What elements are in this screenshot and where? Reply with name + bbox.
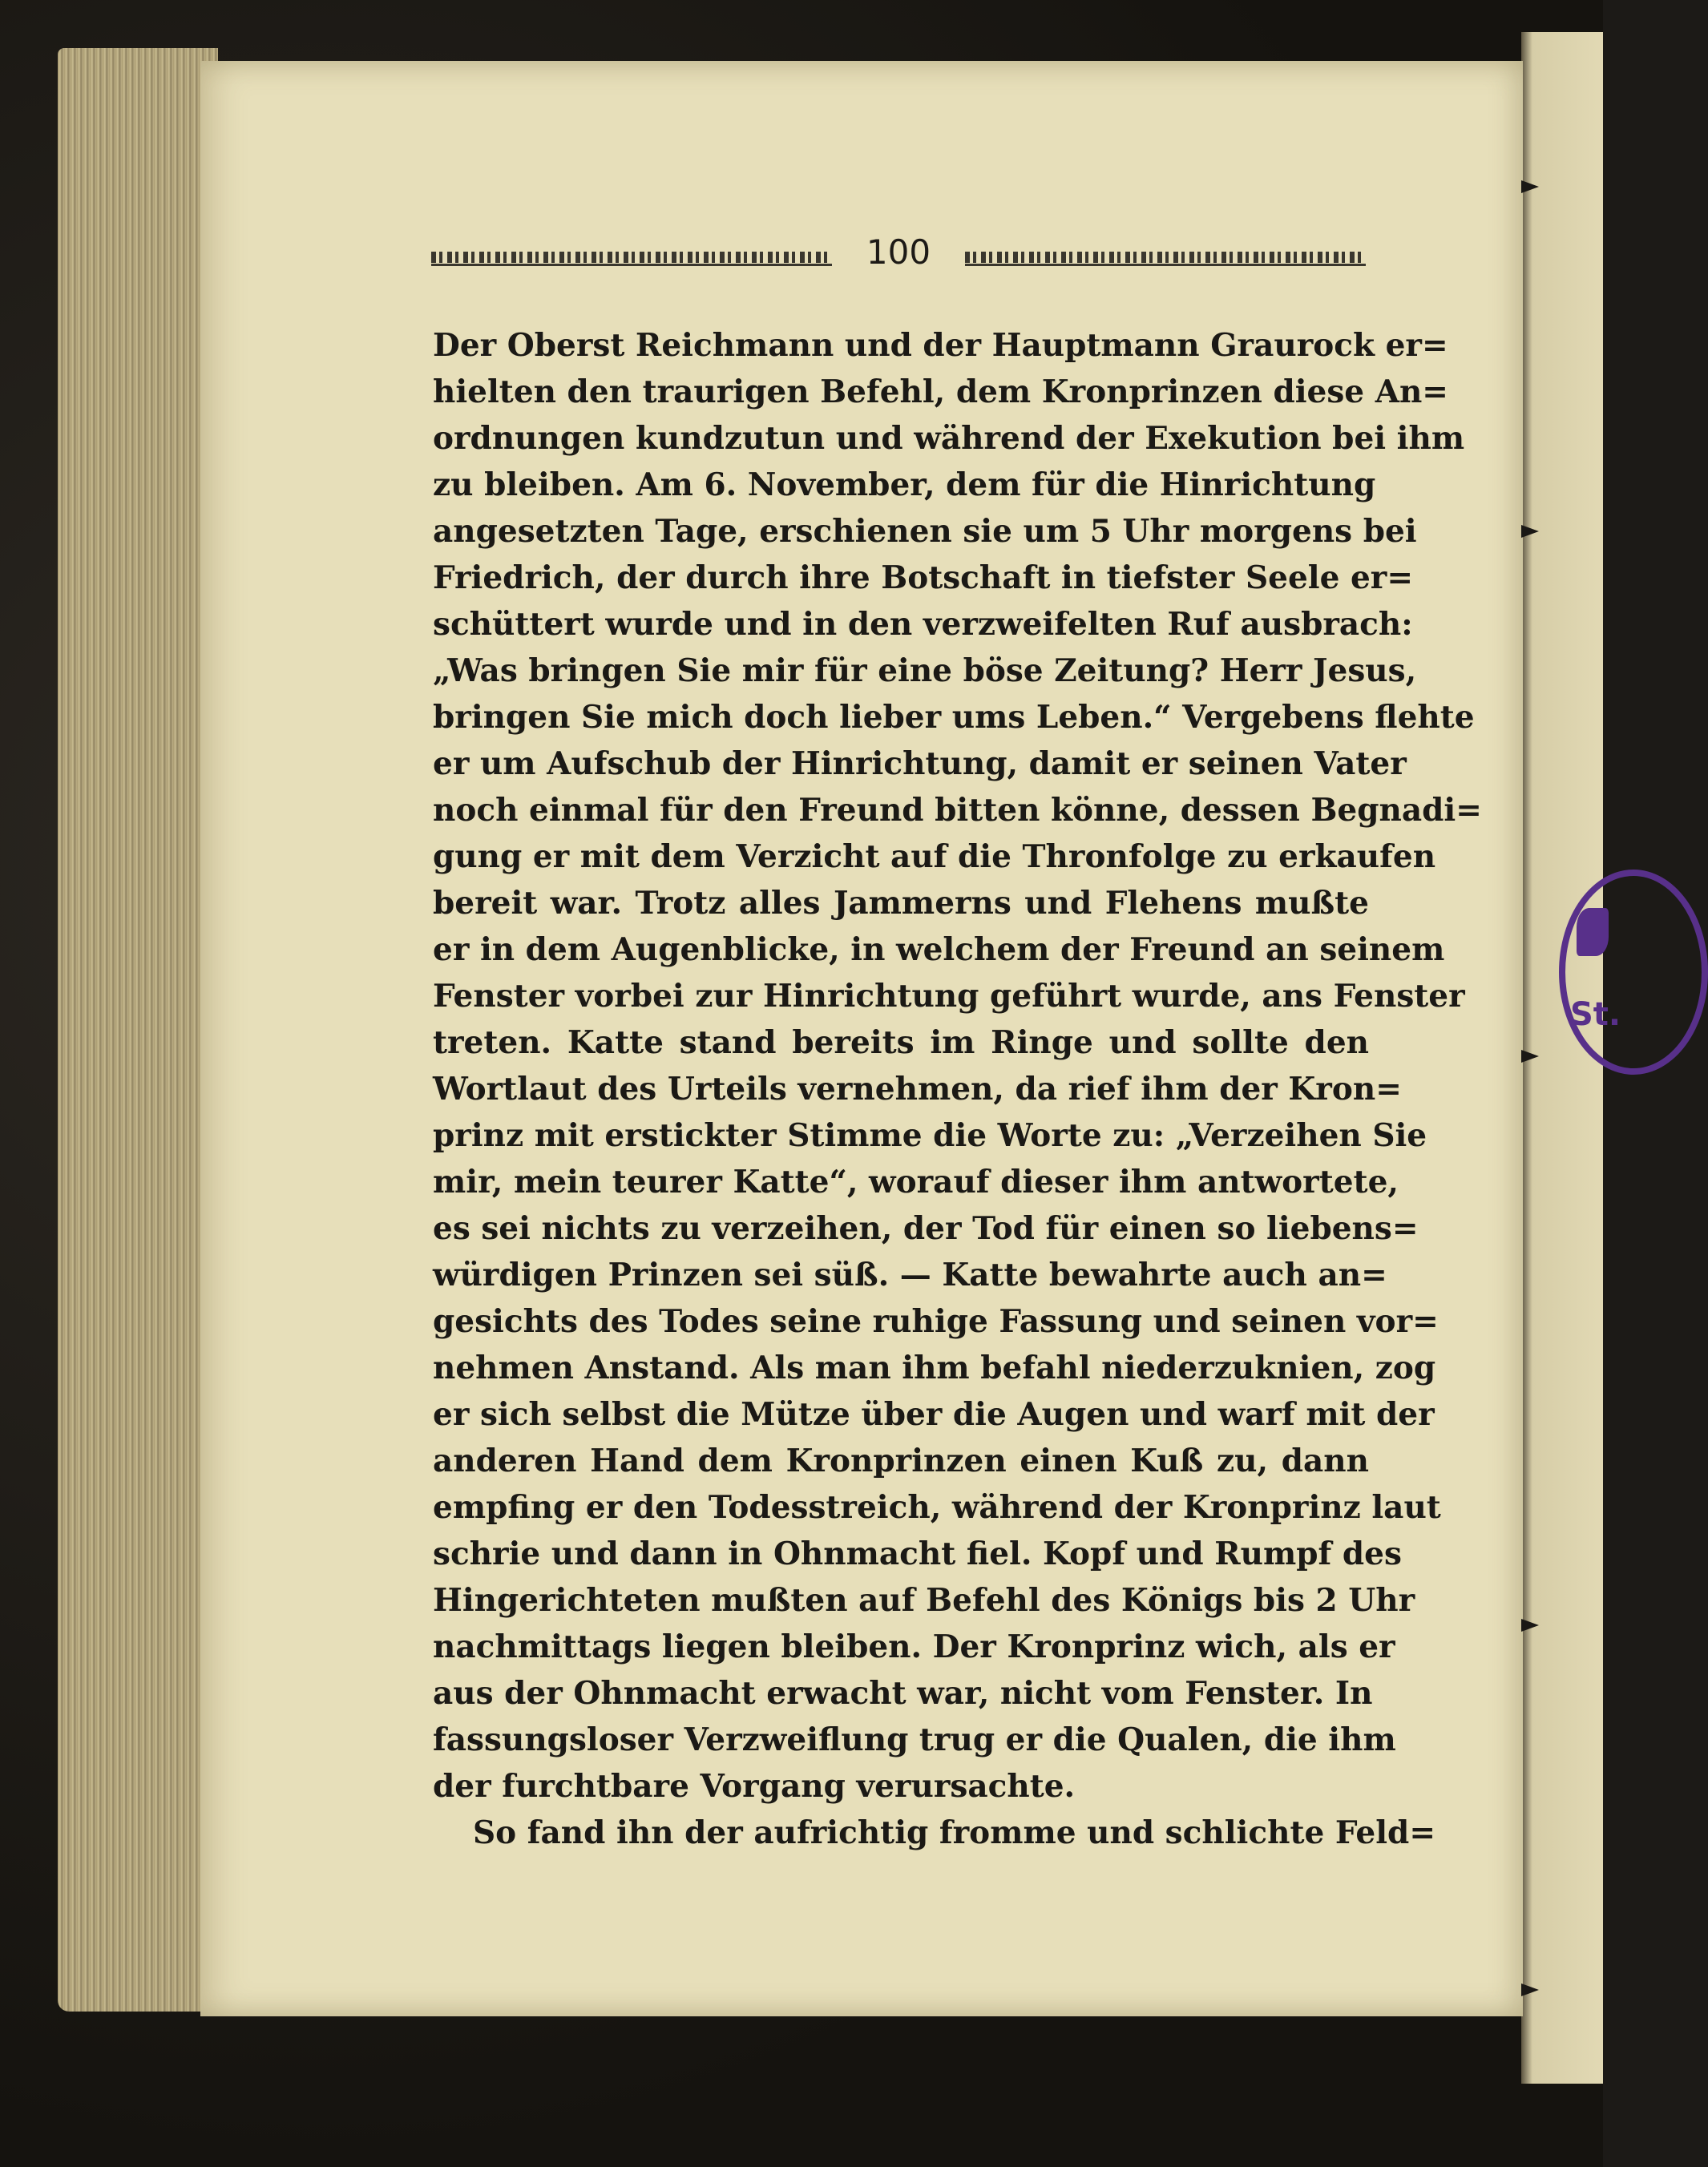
text-line: prinz mit erstickter Stimme die Worte zu: „Verzeihen Sie — [433, 1117, 1427, 1154]
text-line: hielten den traurigen Befehl, dem Kronprinzen diese An= — [433, 373, 1448, 410]
running-head — [431, 232, 1366, 280]
stamp-emblem-icon — [1577, 908, 1609, 956]
text-line: empfing er den Todesstreich, während der Kronprinz laut — [433, 1489, 1441, 1526]
page-number: 100 — [866, 232, 931, 272]
text-line: schüttert wurde und in den verzweifelten Ruf ausbrach: — [433, 606, 1413, 643]
library-stamp — [1559, 870, 1708, 1075]
text-line: bringen Sie mich doch lieber ums Leben.“ Vergebens flehte — [433, 699, 1475, 736]
text-line: angesetzten Tage, erschienen sie um 5 Uhr morgens bei — [433, 513, 1417, 550]
text-line: nachmittags liegen bleiben. Der Kronprinz wich, als er — [433, 1628, 1395, 1665]
text-line: zu bleiben. Am 6. November, dem für die Hinrichtung — [433, 466, 1376, 503]
text-line: So fand ihn der aufrichtig fromme und schlichte Feld= — [473, 1814, 1436, 1851]
stamp-text: St. — [1570, 996, 1621, 1033]
text-line: „Was bringen Sie mir für eine böse Zeitung? Herr Jesus, — [433, 652, 1417, 689]
text-line: er um Aufschub der Hinrichtung, damit er seinen Vater — [433, 745, 1407, 782]
text-line: er in dem Augenblicke, in welchem der Freund an seinem — [433, 931, 1445, 968]
text-line: gesichts des Todes seine ruhige Fassung und seinen vor= — [433, 1303, 1439, 1340]
text-line: Der Oberst Reichmann und der Hauptmann Graurock er= — [433, 327, 1448, 364]
text-line: anderen Hand dem Kronprinzen einen Kuß zu, dann — [433, 1443, 1369, 1479]
ornament-right — [965, 248, 1366, 266]
text-line: gung er mit dem Verzicht auf die Thronfolge zu erkaufen — [433, 838, 1436, 875]
text-line: Fenster vorbei zur Hinrichtung geführt wurde, ans Fenster — [433, 978, 1465, 1015]
text-line: Wortlaut des Urteils vernehmen, da rief ihm der Kron= — [433, 1071, 1402, 1108]
text-line: würdigen Prinzen sei süß. — Katte bewahrte auch an= — [433, 1257, 1387, 1293]
text-line: noch einmal für den Freund bitten könne, dessen Begnadi= — [433, 792, 1482, 829]
page-edges — [58, 48, 218, 2012]
text-line: fassungsloser Verzweiflung trug er die Qualen, die ihm — [433, 1721, 1396, 1758]
text-line: er sich selbst die Mütze über die Augen und warf mit der — [433, 1396, 1435, 1433]
text-line: Hingerichteten mußten auf Befehl des Königs bis 2 Uhr — [433, 1582, 1415, 1619]
text-line: nehmen Anstand. Als man ihm befahl niederzuknien, zog — [433, 1350, 1436, 1386]
body-text — [433, 322, 1482, 1856]
text-line: bereit war. Trotz alles Jammerns und Flehens mußte — [433, 885, 1369, 922]
ornament-left — [431, 248, 832, 266]
text-line: der furchtbare Vorgang verursachte. — [433, 1768, 1076, 1805]
text-line: Friedrich, der durch ihre Botschaft in tiefster Seele er= — [433, 559, 1414, 596]
text-line: treten. Katte stand bereits im Ringe und sollte den — [433, 1024, 1369, 1061]
text-line: mir, mein teurer Katte“, worauf dieser ihm antwortete, — [433, 1164, 1399, 1201]
text-line: schrie und dann in Ohnmacht fiel. Kopf und Rumpf des — [433, 1535, 1402, 1572]
text-line: ordnungen kundzutun und während der Exekution bei ihm — [433, 420, 1465, 457]
text-line: es sei nichts zu verzeihen, der Tod für einen so liebens= — [433, 1210, 1419, 1247]
text-line: aus der Ohnmacht erwacht war, nicht vom Fenster. In — [433, 1675, 1373, 1712]
